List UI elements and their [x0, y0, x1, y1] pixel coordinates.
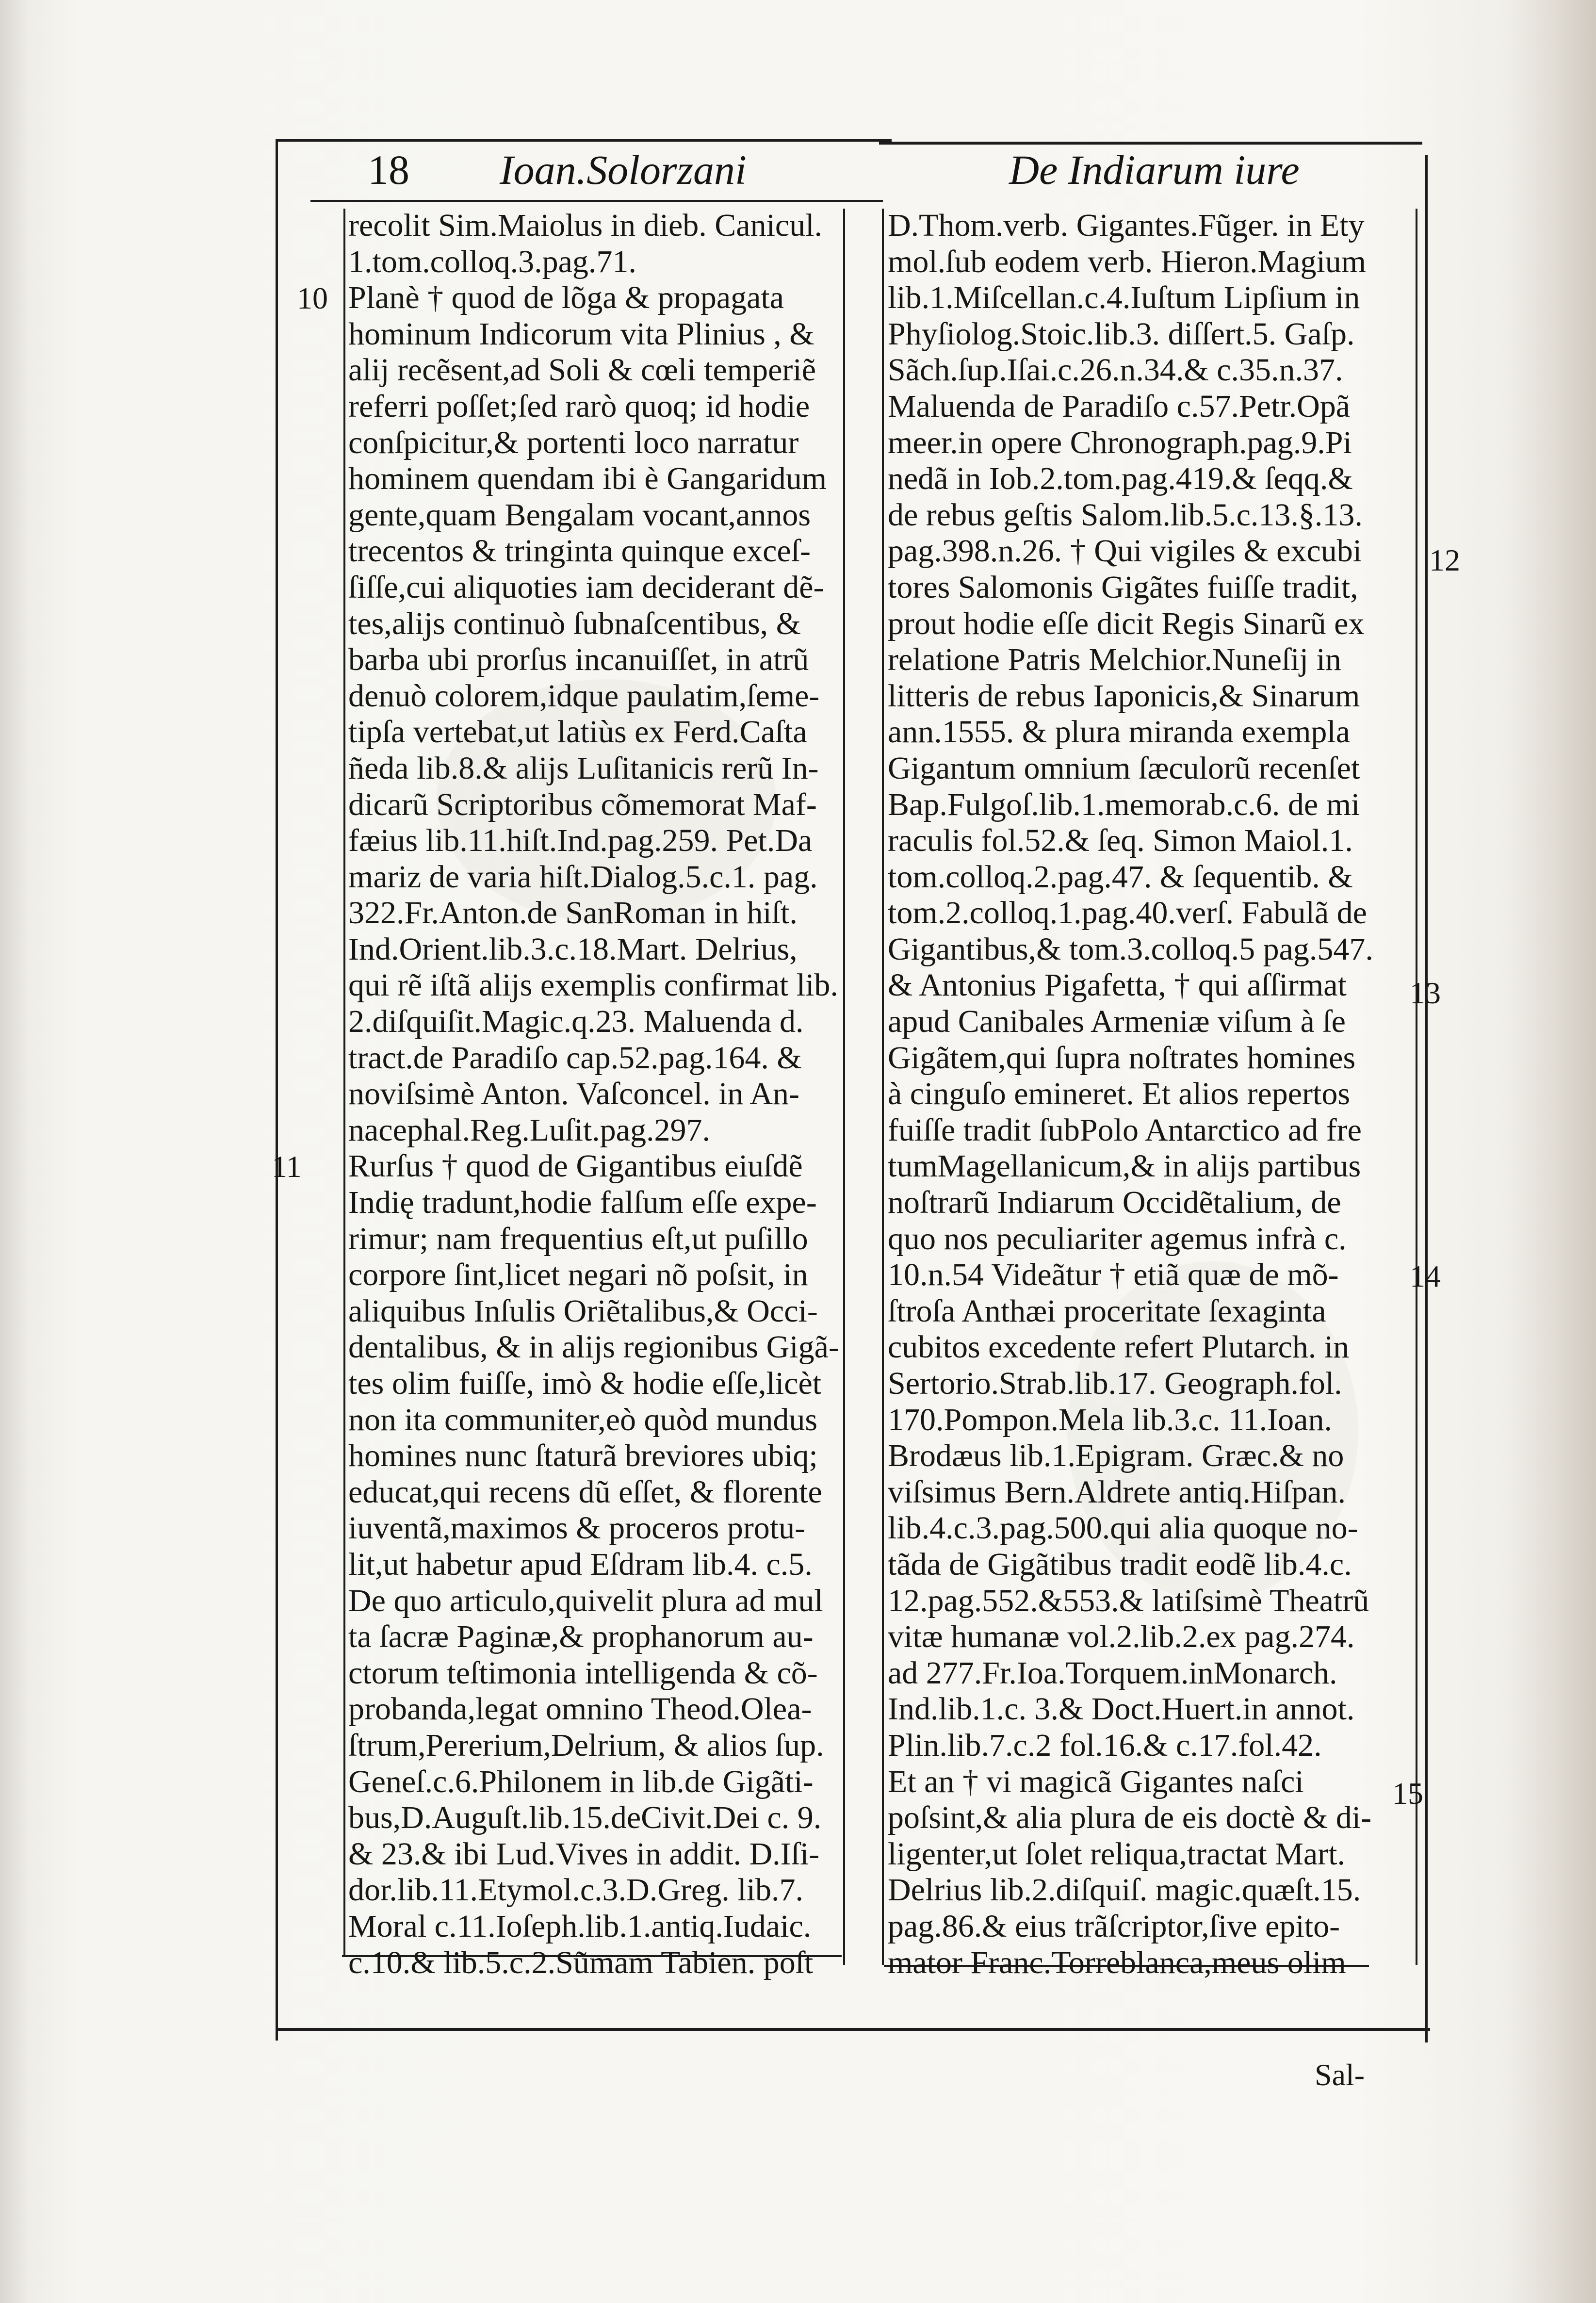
running-head-title: De Indiarum iure: [1009, 147, 1300, 193]
right-text-column: [888, 208, 1417, 1981]
text-line: fæius lib.11.hiſt.Ind.pag.259. Pet.Da: [348, 823, 813, 859]
text-line: 1.tom.colloq.3.pag.71.: [348, 244, 636, 279]
text-line: viſsimus Bern.Aldrete antiq.Hiſpan.: [888, 1474, 1346, 1510]
text-line: lib.4.c.3.pag.500.qui alia quoque no-: [888, 1510, 1358, 1546]
text-line: Brodæus lib.1.Epigram. Græc.& no: [888, 1438, 1344, 1474]
text-line: Plin.lib.7.c.2 fol.16.& c.17.fol.42.: [888, 1727, 1322, 1763]
text-line: ligenter,ut ſolet reliqua,tractat Mart.: [888, 1836, 1345, 1872]
text-line: conſpicitur,& portenti loco narratur: [348, 425, 799, 460]
text-line: 322.Fr.Anton.de SanRoman in hiſt.: [348, 895, 798, 931]
text-line: Sãch.ſup.Iſai.c.26.n.34.& c.35.n.37.: [888, 352, 1343, 388]
text-line: Ind.Orient.lib.3.c.18.Mart. Delrius,: [348, 931, 798, 967]
text-line: bus,D.Auguſt.lib.15.deCivit.Dei c. 9.: [348, 1800, 822, 1836]
text-line: tom.colloq.2.pag.47. & ſequentib. &: [888, 859, 1353, 895]
text-line: Moral c.11.Ioſeph.lib.1.antiq.Iudaic.: [348, 1908, 812, 1944]
text-line: relatione Patris Melchior.Nuneſij in: [888, 642, 1341, 678]
text-line: pag.86.& eius trãſcriptor,ſive epito-: [888, 1908, 1340, 1944]
text-line: 12.pag.552.&553.& latiſsimè Theatrũ: [888, 1583, 1369, 1618]
text-line: ñeda lib.8.& alijs Luſitanicis rerũ In-: [348, 750, 819, 786]
text-line: aliquibus Inſulis Oriẽtalibus,& Occi-: [348, 1293, 818, 1329]
text-line: fuiſſe tradit ſubPolo Antarctico ad fre: [888, 1112, 1362, 1148]
text-line: tes,alijs continuò ſubnaſcentibus, &: [348, 605, 801, 641]
text-line: corpore ſint,licet negari nõ poſsit, in: [348, 1257, 808, 1293]
text-line: ctorum teſtimonia intelligenda & cõ-: [348, 1655, 818, 1691]
text-line: alij recẽsent,ad Soli & cœli temperiẽ: [348, 352, 816, 388]
text-line: homines nunc ſtaturã breviores ubiq;: [348, 1438, 818, 1474]
text-line: dor.lib.11.Etymol.c.3.D.Greg. lib.7.: [348, 1872, 803, 1908]
text-line: educat,qui recens dũ eſſet, & florente: [348, 1474, 822, 1510]
text-line: 2.diſquiſit.Magic.q.23. Maluenda d.: [348, 1004, 804, 1040]
text-line: mol.ſub eodem verb. Hieron.Magium: [888, 244, 1367, 279]
text-line: pag.398.n.26. † Qui vigiles & excubi: [888, 533, 1362, 569]
outer-frame-right: [1425, 155, 1428, 2042]
text-line: quo nos peculiariter agemus infrà c.: [888, 1221, 1347, 1257]
catchword: Sal-: [1315, 2058, 1365, 2092]
margin-number: 13: [1410, 976, 1441, 1010]
margin-number: 11: [272, 1149, 302, 1184]
text-line: barba ubi prorſus incanuiſſet, in atrũ: [348, 642, 809, 678]
text-line: Geneſ.c.6.Philonem in lib.de Gigãti-: [348, 1764, 814, 1799]
text-line: Gigantibus,& tom.3.colloq.5 pag.547.: [888, 931, 1373, 967]
text-line: 170.Pompon.Mela lib.3.c. 11.Ioan.: [888, 1402, 1332, 1437]
text-line: referri poſſet;ſed rarò quoq; id hodie: [348, 388, 810, 424]
text-line: Et an † vi magicã Gigantes naſci: [888, 1764, 1304, 1799]
text-line: ann.1555. & plura miranda exempla: [888, 714, 1351, 750]
margin-number: 12: [1429, 543, 1460, 577]
text-line: hominem quendam ibi è Gangaridum: [348, 461, 827, 497]
text-line: tumMagellanicum,& in alijs partibus: [888, 1148, 1361, 1184]
text-line: rimur; nam frequentius eſt,ut puſillo: [348, 1221, 808, 1257]
column-separator-left: [843, 209, 845, 1965]
text-line: Gigantum omnium ſæculorũ recenſet: [888, 750, 1360, 786]
text-line: c.10.& lib.5.c.2.Sũmam Tabien. poſt: [348, 1944, 814, 1980]
text-line: meer.in opere Chronograph.pag.9.Pi: [888, 425, 1352, 460]
text-line: cubitos excedente refert Plutarch. in: [888, 1329, 1350, 1365]
text-line: De quo articulo,quivelit plura ad mul: [348, 1583, 823, 1618]
text-line: 10.n.54 Videãtur † etiã quæ de mõ-: [888, 1257, 1339, 1293]
text-line: & 23.& ibi Lud.Vives in addit. D.Iſi-: [348, 1836, 820, 1872]
column-separator-right: [882, 209, 884, 1965]
text-line: tipſa vertebat,ut latiùs ex Ferd.Caſta: [348, 714, 807, 750]
text-line: raculis fol.52.& ſeq. Simon Maiol.1.: [888, 823, 1353, 859]
text-line: Bap.Fulgoſ.lib.1.memorab.c.6. de mi: [888, 786, 1360, 822]
text-line: prout hodie eſſe dicit Regis Sinarũ ex: [888, 605, 1365, 641]
text-line: nedã in Iob.2.tom.pag.419.& ſeqq.&: [888, 461, 1353, 497]
text-line: vitæ humanæ vol.2.lib.2.ex pag.274.: [888, 1619, 1355, 1655]
text-line: litteris de rebus Iaponicis,& Sinarum: [888, 678, 1360, 714]
text-line: Planè † quod de lõga & propagata: [348, 280, 784, 316]
margin-number: 15: [1392, 1776, 1423, 1811]
text-line: de rebus geſtis Salom.lib.5.c.13.§.13.: [888, 497, 1363, 533]
text-line: lib.1.Miſcellan.c.4.Iuſtum Lipſium in: [888, 280, 1360, 316]
text-line: D.Thom.verb. Gigantes.Fũger. in Ety: [888, 208, 1365, 243]
text-line: nacephal.Reg.Luſit.pag.297.: [348, 1112, 710, 1148]
text-line: ſtrum,Pererium,Delrium, & alios ſup.: [348, 1727, 824, 1763]
text-line: Maluenda de Paradiſo c.57.Petr.Opã: [888, 388, 1351, 424]
text-line: hominum Indicorum vita Plinius , &: [348, 316, 814, 352]
text-line: ad 277.Fr.Ioa.Torquem.inMonarch.: [888, 1655, 1337, 1691]
text-line: iuventã,maximos & proceros protu-: [348, 1510, 806, 1546]
running-head-author: Ioan.Solorzani: [500, 147, 747, 193]
page-number: 18: [368, 147, 409, 193]
margin-number: 14: [1410, 1259, 1441, 1293]
text-line: à cinguſo emineret. Et alios repertos: [888, 1076, 1351, 1112]
text-line: Gigãtem,qui ſupra noſtrates homines: [888, 1040, 1356, 1076]
text-line: qui rẽ iſtã alijs exemplis confirmat lib.: [348, 967, 838, 1003]
text-line: trecentos & tringinta quinque exceſ-: [348, 533, 811, 569]
text-line: gente,quam Bengalam vocant,annos: [348, 497, 811, 533]
text-line: ſiſſe,cui aliquoties iam deciderant dẽ-: [348, 569, 824, 605]
text-line: ta ſacræ Paginæ,& prophanorum au-: [348, 1619, 814, 1655]
margin-number: 10: [297, 281, 328, 315]
text-line: probanda,legat omnino Theod.Olea-: [348, 1691, 812, 1727]
text-line: poſsint,& alia plura de eis doctè & di-: [888, 1800, 1372, 1836]
text-line: mator Franc.Torreblanca,meus olim: [888, 1944, 1346, 1980]
text-line: dentalibus, & in alijs regionibus Gigã-: [348, 1329, 839, 1365]
text-line: dicarũ Scriptoribus cõmemorat Maf-: [348, 786, 817, 822]
text-line: noſtrarũ Indiarum Occidẽtalium, de: [888, 1185, 1341, 1221]
text-line: tes olim fuiſſe, imò & hodie eſſe,licèt: [348, 1366, 822, 1401]
text-line: tores Salomonis Gigãtes fuiſſe tradit,: [888, 569, 1358, 605]
text-line: mariz de varia hiſt.Dialog.5.c.1. pag.: [348, 859, 818, 895]
text-line: tãda de Gigãtibus tradit eodẽ lib.4.c.: [888, 1546, 1352, 1582]
text-line: ſtroſa Anthæi proceritate ſexaginta: [888, 1293, 1326, 1329]
text-line: tract.de Paradiſo cap.52.pag.164. &: [348, 1040, 802, 1076]
text-line: denuò colorem,idque paulatim,ſeme-: [348, 678, 820, 714]
text-line: Ind.lib.1.c. 3.& Doct.Huert.in annot.: [888, 1691, 1355, 1727]
text-line: non ita communiter,eò quòd mundus: [348, 1402, 818, 1437]
page-bottom-rule: [276, 2028, 1430, 2031]
text-line: tom.2.colloq.1.pag.40.verſ. Fabulã de: [888, 895, 1367, 931]
text-line: Rurſus † quod de Gigantibus eiuſdẽ: [348, 1148, 803, 1184]
text-line: noviſsimè Anton. Vaſconcel. in An-: [348, 1076, 800, 1112]
left-text-column: [348, 208, 841, 1981]
text-line: Phyſiolog.Stoic.lib.3. diſſert.5. Gaſp.: [888, 316, 1355, 352]
text-line: recolit Sim.Maiolus in dieb. Canicul.: [348, 208, 823, 243]
text-line: Delrius lib.2.diſquiſ. magic.quæſt.15.: [888, 1872, 1361, 1908]
text-line: apud Canibales Armeniæ viſum à ſe: [888, 1004, 1346, 1040]
text-line: Sertorio.Strab.lib.17. Geograph.fol.: [888, 1366, 1342, 1401]
text-line: lit,ut habetur apud Eſdram lib.4. c.5.: [348, 1546, 813, 1582]
text-line: Indię tradunt,hodie falſum eſſe expe-: [348, 1185, 817, 1221]
text-line: & Antonius Pigafetta, † qui aſſirmat: [888, 967, 1347, 1003]
column-box-left-edge: [343, 209, 345, 1955]
